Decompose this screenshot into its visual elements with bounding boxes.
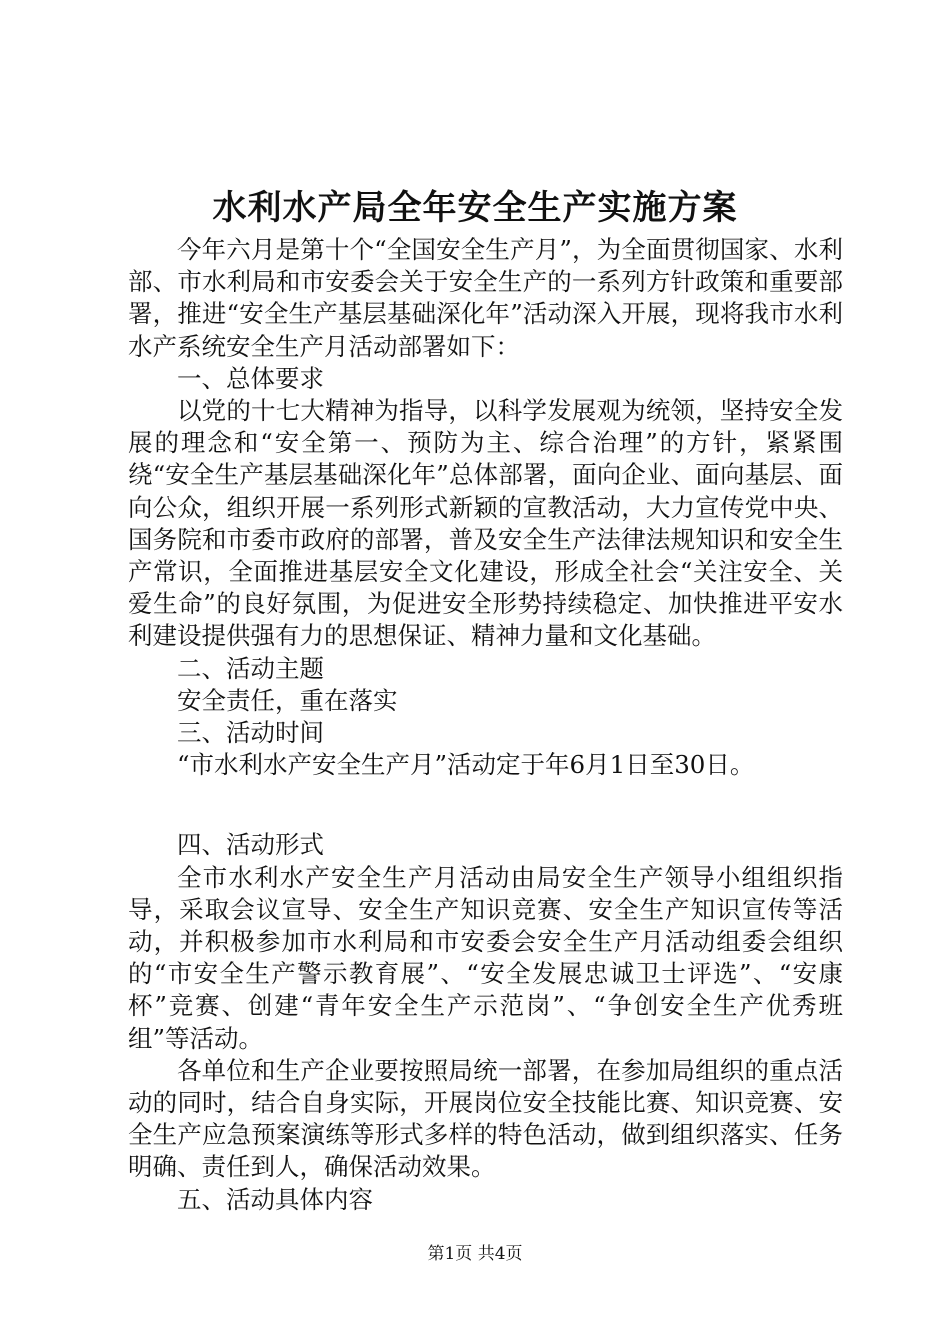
page-number-footer: 第1页 共4页: [427, 1244, 523, 1264]
section-heading-activity-time: 三、活动时间: [177, 718, 324, 748]
general-requirements-paragraph: 以党的十七大精神为指导，以科学发展观为统领，坚持安全发展的理念和“安全第一、预防为主、综合治理”的方针，紧紧围绕“安全生产基层基础深化年”总体部署，面向企业、面向基层、面向公众，组织开展一系列形式新颖的宣教活动，大力宣传党中央、国务院和市委市政府的部署，普及安全生产法律法规知识和安全生产常识，全面推进基层安全文化建设，形成全社会“关注安全、关爱生命”的良好氛围，为促进安全形势持续稳定、加快推进平安水利建设提供强有力的思想保证、精神力量和文化基础。: [128, 396, 843, 651]
document-body: [128, 234, 843, 1216]
section-heading-activity-content: 五、活动具体内容: [177, 1184, 373, 1214]
activity-theme-text: 安全责任，重在落实: [177, 685, 398, 715]
blank-line: [128, 781, 843, 829]
section-heading-general-requirements: 一、总体要求: [177, 363, 324, 393]
activity-form-paragraph-2: 各单位和生产企业要按照局统一部署，在参加局组织的重点活动的同时，结合自身实际，开展岗位安全技能比赛、知识竞赛、安全生产应急预案演练等形式多样的特色活动，做到组织落实、任务明确、责任到人，确保活动效果。: [128, 1055, 843, 1182]
section-heading-activity-form: 四、活动形式: [177, 830, 324, 860]
section-heading-activity-theme: 二、活动主题: [177, 653, 324, 683]
activity-form-paragraph-1: 全市水利水产安全生产月活动由局安全生产领导小组组织指导，采取会议宣导、安全生产知识竞赛、安全生产知识宣传等活动，并积极参加市水利局和市安委会安全生产月活动组委会组织的“市安全生产警示教育展”、“安全发展忠诚卫士评选”、“安康杯”竞赛、创建“青年安全生产示范岗”、“争创安全生产优秀班组”等活动。: [128, 862, 843, 1053]
intro-paragraph: 今年六月是第十个“全国安全生产月”，为全面贯彻国家、水利部、市水利局和市安委会关于安全生产的一系列方针政策和重要部署，推进“安全生产基层基础深化年”活动深入开展，现将我市水利水产系统安全生产月活动部署如下：: [128, 235, 843, 361]
document-title: 水利水产局全年安全生产实施方案: [212, 188, 738, 228]
activity-time-text: “市水利水产安全生产月”活动定于年6月1日至30日。: [177, 750, 755, 780]
